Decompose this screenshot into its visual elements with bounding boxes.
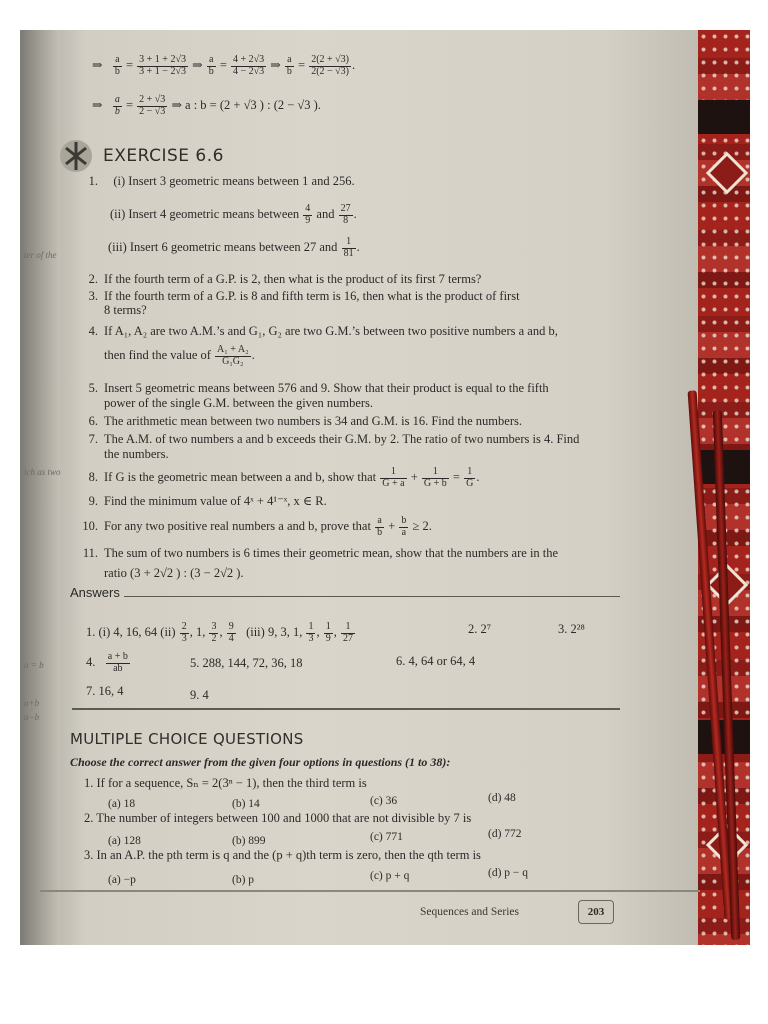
question-text: (i) Insert 3 geometric means between 1 and 256. <box>113 174 355 188</box>
denominator: ab <box>113 662 123 674</box>
numerator: 4 + 2√3 <box>233 54 265 65</box>
numerator: 2 + √3 <box>139 94 166 105</box>
question-text: If the fourth term of a G.P. is 8 and fifth term is 16, then what is the product of first <box>104 289 520 303</box>
question-5-cont: power of the single G.M. between the given numbers. <box>104 396 374 410</box>
mcq-question-2: 2. The number of integers between 100 and 1000 that are not divisible by 7 is <box>84 811 472 825</box>
question-number: 3. <box>88 289 98 303</box>
question-5 <box>84 381 549 397</box>
implies-symbol: ⇒ <box>92 57 103 72</box>
numerator: 4 <box>305 203 311 214</box>
numerator: a <box>114 94 120 105</box>
denominator: 3 <box>308 632 314 644</box>
answer-4 <box>86 652 131 674</box>
denominator: b <box>114 65 120 77</box>
question-number: 9. <box>88 494 98 508</box>
footer-rule <box>40 890 700 892</box>
numerator: 1 <box>342 237 356 249</box>
fraction <box>137 55 188 77</box>
numerator: 3 + 1 + 2√3 <box>139 54 186 65</box>
question-text: Find the minimum value of 4ˣ + 4¹⁻ˣ, x ∈ R. <box>104 494 327 508</box>
denominator: b <box>286 65 292 77</box>
question-1 <box>84 174 355 190</box>
denominator: G + b <box>423 477 447 489</box>
answer-5: 5. 288, 144, 72, 36, 18 <box>190 656 303 670</box>
denominator: 3 <box>181 632 187 644</box>
mcq-option: (d) 772 <box>488 828 522 840</box>
question-text: The arithmetic mean between two numbers is 34 and G.M. is 16. Find the numbers. <box>104 414 522 428</box>
denominator: b <box>208 65 214 77</box>
numerator: b <box>401 515 407 526</box>
numerator: 1 <box>422 467 449 479</box>
numerator: a + b <box>107 651 128 662</box>
answer-9: 9. 4 <box>190 688 209 702</box>
answer-text: 4. <box>86 654 96 669</box>
question-text: Insert 5 geometric means between 576 and 9. Show that their product is equal to the fifth <box>104 381 549 395</box>
question-text: For any two positive real numbers a and b, prove that <box>104 518 371 533</box>
question-10: 10. For any two positive real numbers a and b, prove that $\frac{a}{b}$ + $\frac{b}{a}$ ≥ 2. <box>80 516 432 538</box>
question-8: 8. If G is the geometric mean between a and b, show that $\frac{1}{G + a}$ + $\frac{1}{G + b}$ = $\frac{1}{G}$ . <box>84 467 479 489</box>
mcq-option: (c) p + q <box>370 870 410 882</box>
chapter-name: Sequences and Series <box>420 906 519 918</box>
question-2 <box>84 272 481 288</box>
question-3-cont: 8 terms? <box>104 303 147 317</box>
answer-6: 6. 4, 64 or 64, 4 <box>396 654 476 668</box>
mcq-question-3: 3. In an A.P. the pth term is q and the (p + q)th term is zero, then the qth term is <box>84 848 481 862</box>
mcq-option: (b) p <box>232 874 255 886</box>
question-number: 1. <box>88 174 98 188</box>
numerator: 1 <box>325 621 331 632</box>
answer-3: 3. 2²⁸ <box>558 622 585 636</box>
fraction <box>113 55 122 77</box>
margin-note: a−b <box>24 712 40 722</box>
question-number: 4. <box>88 324 98 338</box>
mcq-option: (a) −p <box>108 874 136 886</box>
answer-text: , 1, <box>189 624 206 639</box>
question-text: and <box>316 206 335 221</box>
fraction <box>341 622 355 644</box>
fraction <box>306 622 315 644</box>
fraction <box>464 467 475 489</box>
question-11-cont: ratio (3 + 2√2 ) : (3 − 2√2 ). <box>104 566 244 580</box>
question-text: If G is the geometric mean between a and b, show that <box>104 469 377 484</box>
mcq-option: (b) 899 <box>232 835 266 847</box>
question-4-cont: then find the value of $\frac{\text{A₁ + A₂}}{\text{G₁G₂}}$ . <box>104 344 255 367</box>
fraction <box>342 237 356 259</box>
denominator: 3 + 1 − 2√3 <box>139 65 186 77</box>
mcq-title: MULTIPLE CHOICE QUESTIONS <box>70 730 304 748</box>
mcq-option: (c) 36 <box>370 795 398 807</box>
page-number: 203 <box>578 900 614 924</box>
denominator: a <box>401 526 407 538</box>
denominator: 27 <box>342 632 353 644</box>
denominator: G₁G₂ <box>222 355 244 367</box>
denominator: 81 <box>343 247 354 259</box>
fraction <box>309 55 351 77</box>
numerator: a <box>207 55 216 67</box>
numerator: 1 <box>464 467 475 479</box>
answer-text: 1. (i) 4, 16, 64 (ii) <box>86 624 176 639</box>
fraction <box>380 467 406 489</box>
numerator: a <box>285 55 294 67</box>
fraction <box>303 204 312 226</box>
denominator: 9 <box>325 632 331 644</box>
question-number: 10. <box>82 518 98 533</box>
question-number: 7. <box>88 432 98 446</box>
mcq-option: (a) 18 <box>108 798 136 810</box>
question-number: 6. <box>88 414 98 428</box>
question-9 <box>84 494 327 510</box>
implies-symbol: ⇒ <box>270 57 281 72</box>
fraction <box>422 467 449 489</box>
numerator: 1 <box>341 622 355 634</box>
fraction <box>375 516 384 538</box>
question-text: (iii) Insert 6 geometric means between 27 and <box>108 239 338 254</box>
implies-symbol: ⇒ <box>192 57 203 72</box>
fraction <box>209 622 218 644</box>
fraction <box>399 516 408 538</box>
fraction <box>227 622 236 644</box>
question-3 <box>84 289 520 305</box>
fraction <box>207 55 216 77</box>
question-text: ≥ 2. <box>412 518 432 533</box>
numerator: a <box>113 55 122 67</box>
denominator: 4 − 2√3 <box>233 65 265 77</box>
answers-rule <box>124 596 620 597</box>
fraction <box>180 622 189 644</box>
question-7-cont: the numbers. <box>104 447 169 461</box>
margin-note: a = b <box>24 660 44 670</box>
question-text: (ii) Insert 4 geometric means between <box>110 206 300 221</box>
mcq-option: (d) 48 <box>488 792 516 804</box>
derivation-line-2: ⇒ $\frac{a}{b}$ = $\frac{2 + √3}{2 - √3}$ ⇒ a : b = (2 + √3 ) : (2 − √3 ). <box>92 94 321 117</box>
answers-bottom-rule <box>72 708 620 710</box>
question-1-iii: (iii) Insert 6 geometric means between 27 and $\frac{1}{81}$ . <box>108 236 360 259</box>
answer-7: 7. 16, 4 <box>86 684 124 698</box>
numerator: 2(2 + √3) <box>311 54 349 65</box>
question-number: 8. <box>88 469 98 484</box>
answer-text: (iii) 9, 3, 1, <box>246 624 303 639</box>
question-text: If the fourth term of a G.P. is 2, then what is the product of its first 7 terms? <box>104 272 482 286</box>
answer-1: 1. (i) 4, 16, 64 (ii) $\frac{2}{3}$ , 1, $\frac{3}{2}$ , $\frac{9}{4}$ (iii) 9, 3, 1, $\frac{1}{3}$ , $\frac{1}{9}$ , $\frac{1}{27}$ <box>86 621 353 644</box>
mcq-option: (c) 771 <box>370 831 403 843</box>
denominator: 2(2 − √3) <box>311 65 349 77</box>
question-number: 11. <box>82 546 98 560</box>
fraction <box>215 345 251 367</box>
question-text: The sum of two numbers is 6 times their geometric mean, show that the numbers are in the <box>104 546 559 560</box>
question-text: If A₁, A₂ are two A.M.’s and G₁, G₂ are two G.M.’s between two positive numbers a and b, <box>104 324 558 338</box>
fraction <box>137 95 167 117</box>
numerator: 27 <box>340 203 351 214</box>
question-7 <box>84 432 579 448</box>
question-1-ii: (ii) Insert 4 geometric means between $\frac{4}{9}$ and $\frac{27}{8}$ . <box>110 203 357 226</box>
fraction <box>106 652 130 674</box>
fraction <box>339 204 353 226</box>
denominator: G <box>466 477 474 489</box>
denominator: 2 <box>211 632 217 644</box>
denominator: b <box>114 105 120 117</box>
question-number: 2. <box>88 272 98 286</box>
numerator: 3 <box>211 621 217 632</box>
implies-symbol: ⇒ <box>92 97 103 112</box>
question-6 <box>84 414 522 430</box>
question-number: 5. <box>88 381 98 395</box>
margin-note: ter of the <box>24 250 57 260</box>
answers-label: Answers <box>70 585 120 600</box>
question-text: then find the value of <box>104 347 211 362</box>
denominator: 2 − √3 <box>139 105 166 117</box>
mcq-option: (b) 14 <box>232 798 260 810</box>
margin-note: ich as two <box>24 467 61 477</box>
denominator: G + a <box>382 477 405 489</box>
mcq-option: (d) p − q <box>488 867 529 879</box>
numerator: 9 <box>228 621 234 632</box>
numerator: a <box>375 516 384 528</box>
question-text: The A.M. of two numbers a and b exceeds their G.M. by 2. The ratio of two numbers is 4. Find <box>104 432 580 446</box>
mcq-instruction: Choose the correct answer from the given four options in questions (1 to 38): <box>70 755 451 769</box>
mcq-option: (a) 128 <box>108 835 141 847</box>
numerator: A₁ + A₂ <box>217 344 249 355</box>
denominator: 8 <box>343 214 349 226</box>
denominator: 4 <box>228 632 234 644</box>
fraction <box>231 55 266 77</box>
denominator: 9 <box>305 214 311 226</box>
fraction <box>324 622 333 644</box>
numerator: 1 <box>380 467 406 479</box>
derivation-line-1: ⇒ $\frac{a}{b}$ = $\frac{3 + 1 + 2√3}{3 + 1 - 2√3}$ ⇒ $\frac{a}{b}$ = $\frac{4 + 2√3}{4 - 2√3}$ ⇒ $\frac{a}{b}$ = $\frac{2(2 + √3)}{2(2 - √3)}$ . <box>92 54 356 77</box>
numerator: 1 <box>308 621 314 632</box>
question-4 <box>84 324 558 340</box>
exercise-icon <box>58 138 94 174</box>
question-11 <box>80 546 558 562</box>
exercise-title: EXERCISE 6.6 <box>103 146 224 166</box>
denominator: b <box>377 526 383 538</box>
fraction <box>285 55 294 77</box>
fraction <box>113 95 122 117</box>
numerator: 2 <box>181 621 187 632</box>
mcq-question-1: 1. If for a sequence, Sₙ = 2(3ⁿ − 1), then the third term is <box>84 776 367 790</box>
answer-2: 2. 2⁷ <box>468 622 492 636</box>
margin-note: a+b <box>24 698 40 708</box>
ratio-result: ⇒ a : b = (2 + √3 ) : (2 − √3 ). <box>171 97 321 112</box>
